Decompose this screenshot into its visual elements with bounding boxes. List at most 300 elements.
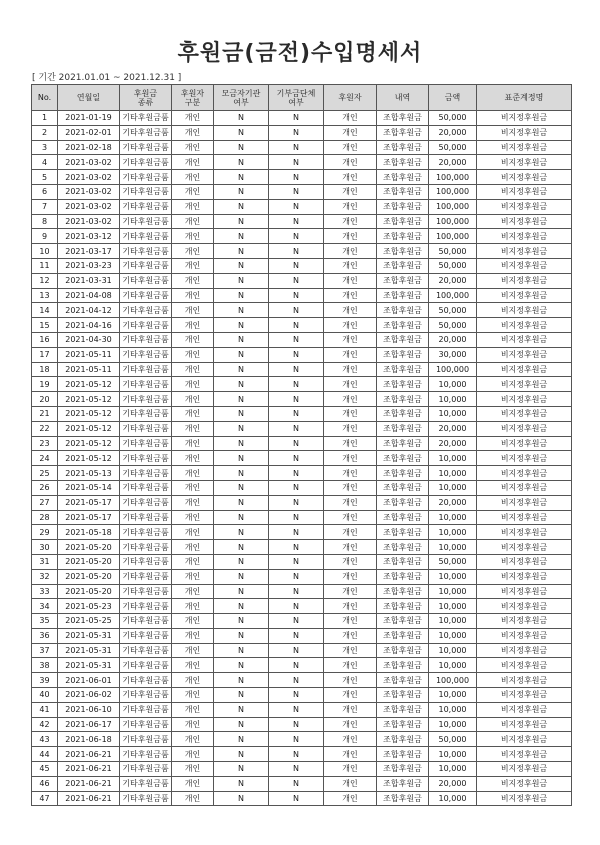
cell-amount: 10,000 (429, 717, 477, 732)
cell-donor-class: 개인 (172, 688, 214, 703)
cell-donation-type: 기타후원금품 (120, 614, 172, 629)
cell-date: 2021-03-31 (58, 273, 120, 288)
cell-donation-group-flag: N (269, 214, 324, 229)
table-row (32, 377, 572, 392)
cell-no: 43 (32, 732, 58, 747)
cell-account-name: 비지정후원금 (477, 614, 572, 629)
cell-donor: 개인 (324, 732, 377, 747)
cell-donation-type: 기타후원금품 (120, 510, 172, 525)
cell-donation-group-flag: N (269, 170, 324, 185)
table-row (32, 747, 572, 762)
table-row (32, 466, 572, 481)
cell-amount: 10,000 (429, 480, 477, 495)
cell-no: 26 (32, 480, 58, 495)
cell-date: 2021-05-31 (58, 643, 120, 658)
cell-amount: 20,000 (429, 125, 477, 140)
cell-no: 12 (32, 273, 58, 288)
cell-donation-type: 기타후원금품 (120, 673, 172, 688)
cell-account-name: 비지정후원금 (477, 258, 572, 273)
cell-description: 조합후원금 (377, 214, 429, 229)
cell-no: 13 (32, 288, 58, 303)
table-row (32, 273, 572, 288)
cell-donation-type: 기타후원금품 (120, 702, 172, 717)
cell-amount: 50,000 (429, 258, 477, 273)
cell-no: 45 (32, 762, 58, 777)
cell-amount: 20,000 (429, 776, 477, 791)
cell-donation-type: 기타후원금품 (120, 643, 172, 658)
cell-account-name: 비지정후원금 (477, 732, 572, 747)
cell-donor: 개인 (324, 673, 377, 688)
header-fundraiser-flag: 모금자기관 여부 (214, 85, 269, 111)
cell-date: 2021-06-01 (58, 673, 120, 688)
table-row (32, 199, 572, 214)
cell-donor: 개인 (324, 406, 377, 421)
cell-donation-type: 기타후원금품 (120, 170, 172, 185)
cell-donation-group-flag: N (269, 111, 324, 126)
cell-donor-class: 개인 (172, 466, 214, 481)
cell-description: 조합후원금 (377, 569, 429, 584)
cell-account-name: 비지정후원금 (477, 688, 572, 703)
cell-no: 5 (32, 170, 58, 185)
cell-fundraiser-flag: N (214, 554, 269, 569)
cell-fundraiser-flag: N (214, 406, 269, 421)
cell-account-name: 비지정후원금 (477, 791, 572, 806)
cell-fundraiser-flag: N (214, 717, 269, 732)
table-row (32, 140, 572, 155)
cell-date: 2021-05-13 (58, 466, 120, 481)
cell-no: 15 (32, 318, 58, 333)
cell-donor: 개인 (324, 273, 377, 288)
cell-description: 조합후원금 (377, 702, 429, 717)
cell-fundraiser-flag: N (214, 199, 269, 214)
cell-donor-class: 개인 (172, 643, 214, 658)
cell-amount: 50,000 (429, 303, 477, 318)
cell-no: 30 (32, 540, 58, 555)
cell-donation-group-flag: N (269, 673, 324, 688)
cell-donation-type: 기타후원금품 (120, 111, 172, 126)
cell-donation-type: 기타후원금품 (120, 392, 172, 407)
cell-amount: 10,000 (429, 525, 477, 540)
cell-fundraiser-flag: N (214, 362, 269, 377)
cell-description: 조합후원금 (377, 554, 429, 569)
cell-date: 2021-06-21 (58, 776, 120, 791)
cell-fundraiser-flag: N (214, 762, 269, 777)
cell-donation-group-flag: N (269, 258, 324, 273)
cell-donor-class: 개인 (172, 303, 214, 318)
table-row (32, 732, 572, 747)
cell-account-name: 비지정후원금 (477, 229, 572, 244)
cell-donor-class: 개인 (172, 332, 214, 347)
cell-donor-class: 개인 (172, 170, 214, 185)
cell-account-name: 비지정후원금 (477, 377, 572, 392)
cell-description: 조합후원금 (377, 318, 429, 333)
cell-fundraiser-flag: N (214, 702, 269, 717)
cell-amount: 10,000 (429, 392, 477, 407)
cell-amount: 10,000 (429, 466, 477, 481)
cell-date: 2021-05-12 (58, 406, 120, 421)
cell-description: 조합후원금 (377, 614, 429, 629)
cell-no: 29 (32, 525, 58, 540)
cell-donor: 개인 (324, 140, 377, 155)
cell-no: 44 (32, 747, 58, 762)
cell-donor-class: 개인 (172, 318, 214, 333)
cell-account-name: 비지정후원금 (477, 392, 572, 407)
cell-amount: 50,000 (429, 554, 477, 569)
table-body (32, 111, 572, 806)
cell-amount: 100,000 (429, 184, 477, 199)
cell-donor: 개인 (324, 599, 377, 614)
cell-account-name: 비지정후원금 (477, 466, 572, 481)
cell-donor-class: 개인 (172, 702, 214, 717)
cell-donor-class: 개인 (172, 776, 214, 791)
cell-description: 조합후원금 (377, 288, 429, 303)
cell-fundraiser-flag: N (214, 184, 269, 199)
cell-donation-group-flag: N (269, 554, 324, 569)
cell-date: 2021-05-25 (58, 614, 120, 629)
cell-donor: 개인 (324, 347, 377, 362)
cell-date: 2021-03-02 (58, 214, 120, 229)
cell-description: 조합후원금 (377, 347, 429, 362)
cell-donor-class: 개인 (172, 540, 214, 555)
cell-fundraiser-flag: N (214, 214, 269, 229)
cell-donor: 개인 (324, 569, 377, 584)
table-row (32, 791, 572, 806)
cell-donation-group-flag: N (269, 747, 324, 762)
table-row (32, 628, 572, 643)
cell-fundraiser-flag: N (214, 599, 269, 614)
cell-description: 조합후원금 (377, 406, 429, 421)
cell-donor: 개인 (324, 510, 377, 525)
cell-donor: 개인 (324, 480, 377, 495)
cell-date: 2021-03-23 (58, 258, 120, 273)
table-row (32, 229, 572, 244)
cell-account-name: 비지정후원금 (477, 125, 572, 140)
cell-amount: 50,000 (429, 318, 477, 333)
cell-donation-type: 기타후원금품 (120, 199, 172, 214)
cell-donation-type: 기타후원금품 (120, 184, 172, 199)
cell-account-name: 비지정후원금 (477, 347, 572, 362)
cell-fundraiser-flag: N (214, 332, 269, 347)
cell-description: 조합후원금 (377, 643, 429, 658)
cell-donor-class: 개인 (172, 421, 214, 436)
cell-donor: 개인 (324, 303, 377, 318)
cell-description: 조합후원금 (377, 111, 429, 126)
cell-fundraiser-flag: N (214, 673, 269, 688)
cell-fundraiser-flag: N (214, 628, 269, 643)
header-donor: 후원자 (324, 85, 377, 111)
cell-fundraiser-flag: N (214, 273, 269, 288)
cell-account-name: 비지정후원금 (477, 510, 572, 525)
cell-donor: 개인 (324, 318, 377, 333)
table-row (32, 688, 572, 703)
cell-no: 24 (32, 451, 58, 466)
cell-no: 36 (32, 628, 58, 643)
cell-date: 2021-05-11 (58, 347, 120, 362)
cell-no: 34 (32, 599, 58, 614)
cell-donation-group-flag: N (269, 273, 324, 288)
cell-no: 22 (32, 421, 58, 436)
cell-no: 21 (32, 406, 58, 421)
cell-no: 18 (32, 362, 58, 377)
cell-account-name: 비지정후원금 (477, 673, 572, 688)
cell-donation-group-flag: N (269, 288, 324, 303)
cell-no: 19 (32, 377, 58, 392)
cell-date: 2021-03-02 (58, 184, 120, 199)
cell-donor-class: 개인 (172, 554, 214, 569)
cell-donor: 개인 (324, 702, 377, 717)
table-row (32, 184, 572, 199)
cell-donor-class: 개인 (172, 791, 214, 806)
cell-donation-group-flag: N (269, 762, 324, 777)
cell-amount: 10,000 (429, 658, 477, 673)
cell-account-name: 비지정후원금 (477, 273, 572, 288)
cell-donation-group-flag: N (269, 791, 324, 806)
cell-description: 조합후원금 (377, 466, 429, 481)
cell-description: 조합후원금 (377, 540, 429, 555)
table-row (32, 125, 572, 140)
cell-description: 조합후원금 (377, 628, 429, 643)
cell-date: 2021-05-18 (58, 525, 120, 540)
cell-donation-type: 기타후원금품 (120, 584, 172, 599)
cell-date: 2021-05-31 (58, 658, 120, 673)
cell-amount: 20,000 (429, 436, 477, 451)
cell-no: 14 (32, 303, 58, 318)
cell-amount: 10,000 (429, 747, 477, 762)
cell-account-name: 비지정후원금 (477, 140, 572, 155)
cell-donation-group-flag: N (269, 303, 324, 318)
cell-fundraiser-flag: N (214, 614, 269, 629)
table-row (32, 673, 572, 688)
table-row (32, 776, 572, 791)
cell-donor-class: 개인 (172, 125, 214, 140)
cell-description: 조합후원금 (377, 480, 429, 495)
cell-date: 2021-06-10 (58, 702, 120, 717)
table-row (32, 436, 572, 451)
cell-amount: 20,000 (429, 421, 477, 436)
cell-donation-type: 기타후원금품 (120, 140, 172, 155)
cell-donor-class: 개인 (172, 510, 214, 525)
cell-donation-group-flag: N (269, 614, 324, 629)
cell-donor: 개인 (324, 643, 377, 658)
cell-amount: 50,000 (429, 244, 477, 259)
cell-donor-class: 개인 (172, 747, 214, 762)
cell-account-name: 비지정후원금 (477, 762, 572, 777)
cell-date: 2021-05-23 (58, 599, 120, 614)
cell-description: 조합후원금 (377, 199, 429, 214)
cell-date: 2021-06-17 (58, 717, 120, 732)
table-row (32, 406, 572, 421)
cell-fundraiser-flag: N (214, 510, 269, 525)
cell-donor: 개인 (324, 377, 377, 392)
header-no: No. (32, 85, 58, 111)
cell-donation-type: 기타후원금품 (120, 258, 172, 273)
cell-date: 2021-05-20 (58, 554, 120, 569)
cell-amount: 50,000 (429, 140, 477, 155)
cell-no: 10 (32, 244, 58, 259)
cell-amount: 100,000 (429, 288, 477, 303)
cell-donation-type: 기타후원금품 (120, 762, 172, 777)
cell-no: 17 (32, 347, 58, 362)
cell-description: 조합후원금 (377, 244, 429, 259)
cell-donation-group-flag: N (269, 125, 324, 140)
cell-date: 2021-05-20 (58, 584, 120, 599)
cell-donation-group-flag: N (269, 540, 324, 555)
cell-donation-type: 기타후원금품 (120, 332, 172, 347)
cell-no: 32 (32, 569, 58, 584)
cell-donor-class: 개인 (172, 229, 214, 244)
table-row (32, 658, 572, 673)
cell-fundraiser-flag: N (214, 569, 269, 584)
cell-date: 2021-03-02 (58, 170, 120, 185)
cell-date: 2021-03-17 (58, 244, 120, 259)
table-row (32, 554, 572, 569)
cell-fundraiser-flag: N (214, 303, 269, 318)
cell-no: 37 (32, 643, 58, 658)
period-range: [ 기간 2021.01.01 ~ 2021.12.31 ] (32, 73, 182, 83)
cell-account-name: 비지정후원금 (477, 658, 572, 673)
table-row (32, 702, 572, 717)
header-donation-group-flag: 기부금단체 여부 (269, 85, 324, 111)
cell-donation-type: 기타후원금품 (120, 362, 172, 377)
cell-donor-class: 개인 (172, 717, 214, 732)
table-row (32, 244, 572, 259)
cell-amount: 10,000 (429, 510, 477, 525)
cell-account-name: 비지정후원금 (477, 628, 572, 643)
cell-donation-type: 기타후원금품 (120, 406, 172, 421)
cell-fundraiser-flag: N (214, 495, 269, 510)
cell-donation-type: 기타후원금품 (120, 658, 172, 673)
cell-donor: 개인 (324, 214, 377, 229)
cell-donation-group-flag: N (269, 569, 324, 584)
cell-donor: 개인 (324, 258, 377, 273)
cell-donor: 개인 (324, 554, 377, 569)
cell-donation-group-flag: N (269, 525, 324, 540)
cell-description: 조합후원금 (377, 451, 429, 466)
cell-no: 41 (32, 702, 58, 717)
cell-donation-group-flag: N (269, 377, 324, 392)
cell-date: 2021-05-11 (58, 362, 120, 377)
cell-account-name: 비지정후원금 (477, 525, 572, 540)
cell-donor-class: 개인 (172, 658, 214, 673)
cell-no: 39 (32, 673, 58, 688)
cell-account-name: 비지정후원금 (477, 362, 572, 377)
cell-donation-group-flag: N (269, 318, 324, 333)
cell-account-name: 비지정후원금 (477, 421, 572, 436)
cell-fundraiser-flag: N (214, 258, 269, 273)
cell-donor: 개인 (324, 392, 377, 407)
cell-donation-type: 기타후원금품 (120, 466, 172, 481)
cell-fundraiser-flag: N (214, 643, 269, 658)
cell-fundraiser-flag: N (214, 732, 269, 747)
table-row (32, 614, 572, 629)
cell-donation-group-flag: N (269, 362, 324, 377)
cell-donor: 개인 (324, 288, 377, 303)
cell-date: 2021-05-20 (58, 540, 120, 555)
cell-account-name: 비지정후원금 (477, 244, 572, 259)
cell-donation-type: 기타후원금품 (120, 125, 172, 140)
table-row (32, 717, 572, 732)
cell-date: 2021-05-12 (58, 377, 120, 392)
cell-donor-class: 개인 (172, 199, 214, 214)
cell-amount: 10,000 (429, 540, 477, 555)
cell-account-name: 비지정후원금 (477, 584, 572, 599)
cell-amount: 50,000 (429, 111, 477, 126)
cell-fundraiser-flag: N (214, 244, 269, 259)
cell-donation-type: 기타후원금품 (120, 451, 172, 466)
cell-donation-type: 기타후원금품 (120, 554, 172, 569)
cell-donor-class: 개인 (172, 569, 214, 584)
cell-donor: 개인 (324, 332, 377, 347)
cell-fundraiser-flag: N (214, 111, 269, 126)
header-donation-type: 후원금 종류 (120, 85, 172, 111)
cell-donation-type: 기타후원금품 (120, 347, 172, 362)
cell-donation-group-flag: N (269, 732, 324, 747)
cell-description: 조합후원금 (377, 525, 429, 540)
cell-amount: 20,000 (429, 155, 477, 170)
cell-no: 3 (32, 140, 58, 155)
cell-account-name: 비지정후원금 (477, 747, 572, 762)
table-row (32, 421, 572, 436)
cell-amount: 10,000 (429, 569, 477, 584)
cell-account-name: 비지정후원금 (477, 717, 572, 732)
cell-account-name: 비지정후원금 (477, 495, 572, 510)
cell-amount: 100,000 (429, 229, 477, 244)
cell-donor-class: 개인 (172, 273, 214, 288)
cell-donation-type: 기타후원금품 (120, 688, 172, 703)
cell-account-name: 비지정후원금 (477, 170, 572, 185)
cell-fundraiser-flag: N (214, 170, 269, 185)
cell-no: 31 (32, 554, 58, 569)
header-date: 연월일 (58, 85, 120, 111)
cell-description: 조합후원금 (377, 791, 429, 806)
cell-donor: 개인 (324, 170, 377, 185)
cell-donation-group-flag: N (269, 347, 324, 362)
cell-donor-class: 개인 (172, 436, 214, 451)
cell-no: 25 (32, 466, 58, 481)
table-row (32, 510, 572, 525)
cell-donor-class: 개인 (172, 392, 214, 407)
cell-account-name: 비지정후원금 (477, 554, 572, 569)
cell-no: 6 (32, 184, 58, 199)
table-row (32, 584, 572, 599)
cell-date: 2021-03-02 (58, 199, 120, 214)
cell-amount: 10,000 (429, 584, 477, 599)
cell-account-name: 비지정후원금 (477, 599, 572, 614)
cell-account-name: 비지정후원금 (477, 406, 572, 421)
cell-account-name: 비지정후원금 (477, 540, 572, 555)
cell-donor-class: 개인 (172, 111, 214, 126)
cell-no: 35 (32, 614, 58, 629)
cell-fundraiser-flag: N (214, 688, 269, 703)
cell-donor-class: 개인 (172, 362, 214, 377)
cell-donation-type: 기타후원금품 (120, 480, 172, 495)
cell-donation-group-flag: N (269, 628, 324, 643)
cell-donation-group-flag: N (269, 776, 324, 791)
cell-donation-group-flag: N (269, 451, 324, 466)
cell-description: 조합후원금 (377, 599, 429, 614)
cell-description: 조합후원금 (377, 510, 429, 525)
cell-donor-class: 개인 (172, 406, 214, 421)
table-row (32, 569, 572, 584)
cell-donor: 개인 (324, 451, 377, 466)
table-row (32, 170, 572, 185)
cell-description: 조합후원금 (377, 170, 429, 185)
cell-fundraiser-flag: N (214, 451, 269, 466)
cell-donor: 개인 (324, 421, 377, 436)
cell-no: 4 (32, 155, 58, 170)
cell-amount: 10,000 (429, 791, 477, 806)
cell-amount: 10,000 (429, 377, 477, 392)
